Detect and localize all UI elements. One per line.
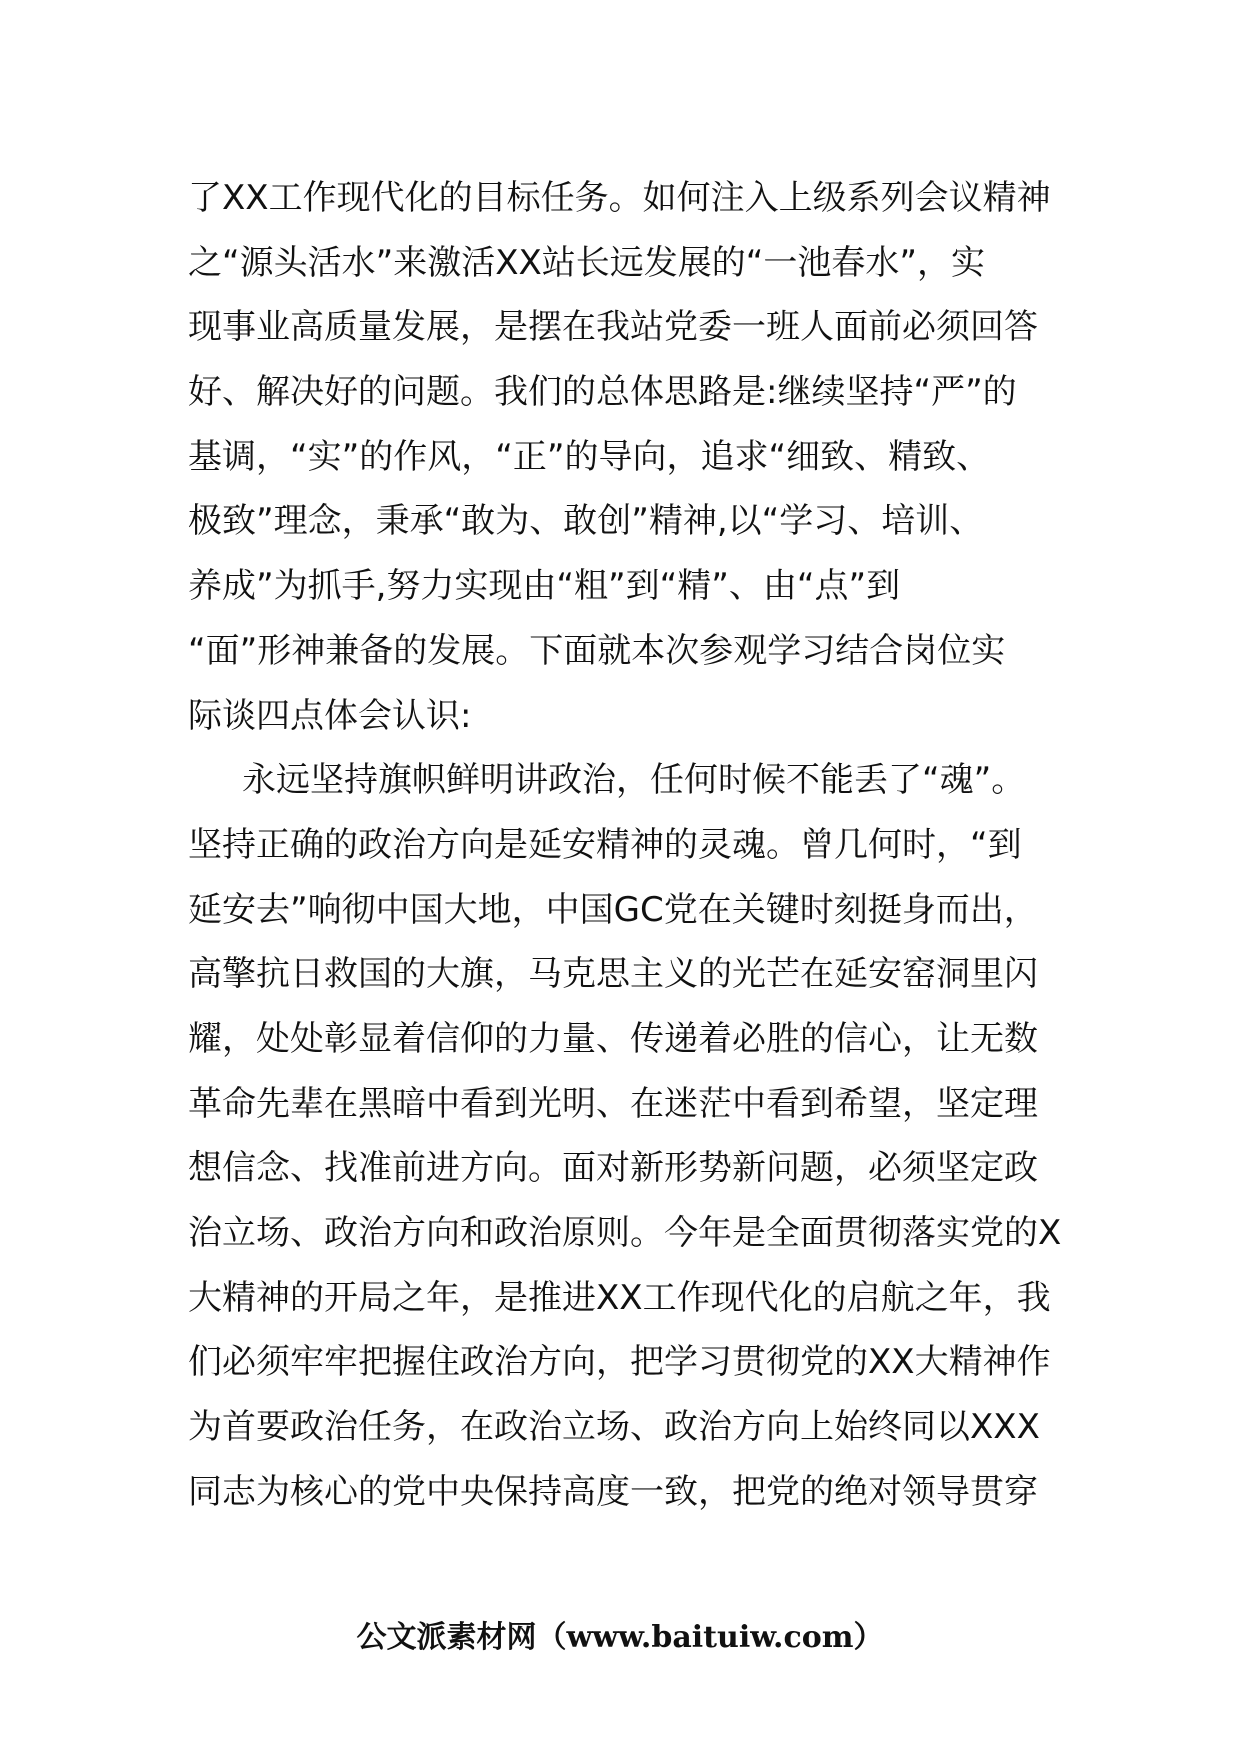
footer-watermark-text: 公文派素材网（www.baituiw.com） xyxy=(356,1620,884,1655)
text-line: 之“源头活水”来激活XX站长远发展的“一池春水”，实 xyxy=(188,242,986,283)
text-line: 极致”理念，秉承“敢为、敢创”精神,以“学习、培训、 xyxy=(188,501,984,542)
text-line: 们必须牢牢把握住政治方向，把学习贯彻党的XX大精神作 xyxy=(188,1342,1051,1383)
text-line: 大精神的开局之年，是推进XX工作现代化的启航之年，我 xyxy=(188,1277,1051,1318)
text-line: 想信念、找准前进方向。面对新形势新问题，必须坚定政 xyxy=(188,1148,1038,1189)
text-line: 养成”为抓手,努力实现由“粗”到“精”、由“点”到 xyxy=(188,566,901,607)
text-line: 现事业高质量发展，是摆在我站党委一班人面前必须回答 xyxy=(188,307,1038,348)
text-line: 好、解决好的问题。我们的总体思路是:继续坚持“严”的 xyxy=(188,372,1017,413)
text-line: 际谈四点体会认识: xyxy=(188,695,472,736)
text-line: 了XX工作现代化的目标任务。如何注入上级系列会议精神 xyxy=(188,178,1051,218)
text-line: 革命先辈在黑暗中看到光明、在迷茫中看到希望，坚定理 xyxy=(188,1083,1038,1124)
text-line: 基调，“实”的作风，“正”的导向，追求“细致、精致、 xyxy=(188,436,991,477)
text-line: 为首要政治任务，在政治立场、政治方向上始终同以XXX xyxy=(188,1407,1040,1448)
text-line: 耀，处处彰显着信仰的力量、传递着必胜的信心，让无数 xyxy=(188,1018,1038,1059)
text-line: 同志为核心的党中央保持高度一致，把党的绝对领导贯穿 xyxy=(188,1471,1038,1512)
body-text xyxy=(188,166,1068,1524)
text-line: “面”形神兼备的发展。下面就本次参观学习结合岗位实 xyxy=(188,630,1006,671)
text-line: 坚持正确的政治方向是延安精神的灵魂。曾几何时，“到 xyxy=(188,824,1022,865)
text-line: 延安去”响彻中国大地，中国GC党在关键时刻挺身而出， xyxy=(188,889,1038,930)
paragraph-heading-line: 永远坚持旗帜鲜明讲政治，任何时候不能丢了“魂”。 xyxy=(242,760,1026,801)
text-line: 治立场、政治方向和政治原则。今年是全面贯彻落实党的X xyxy=(188,1213,1062,1253)
text-line: 高擎抗日救国的大旗，马克思主义的光芒在延安窑洞里闪 xyxy=(188,954,1038,995)
